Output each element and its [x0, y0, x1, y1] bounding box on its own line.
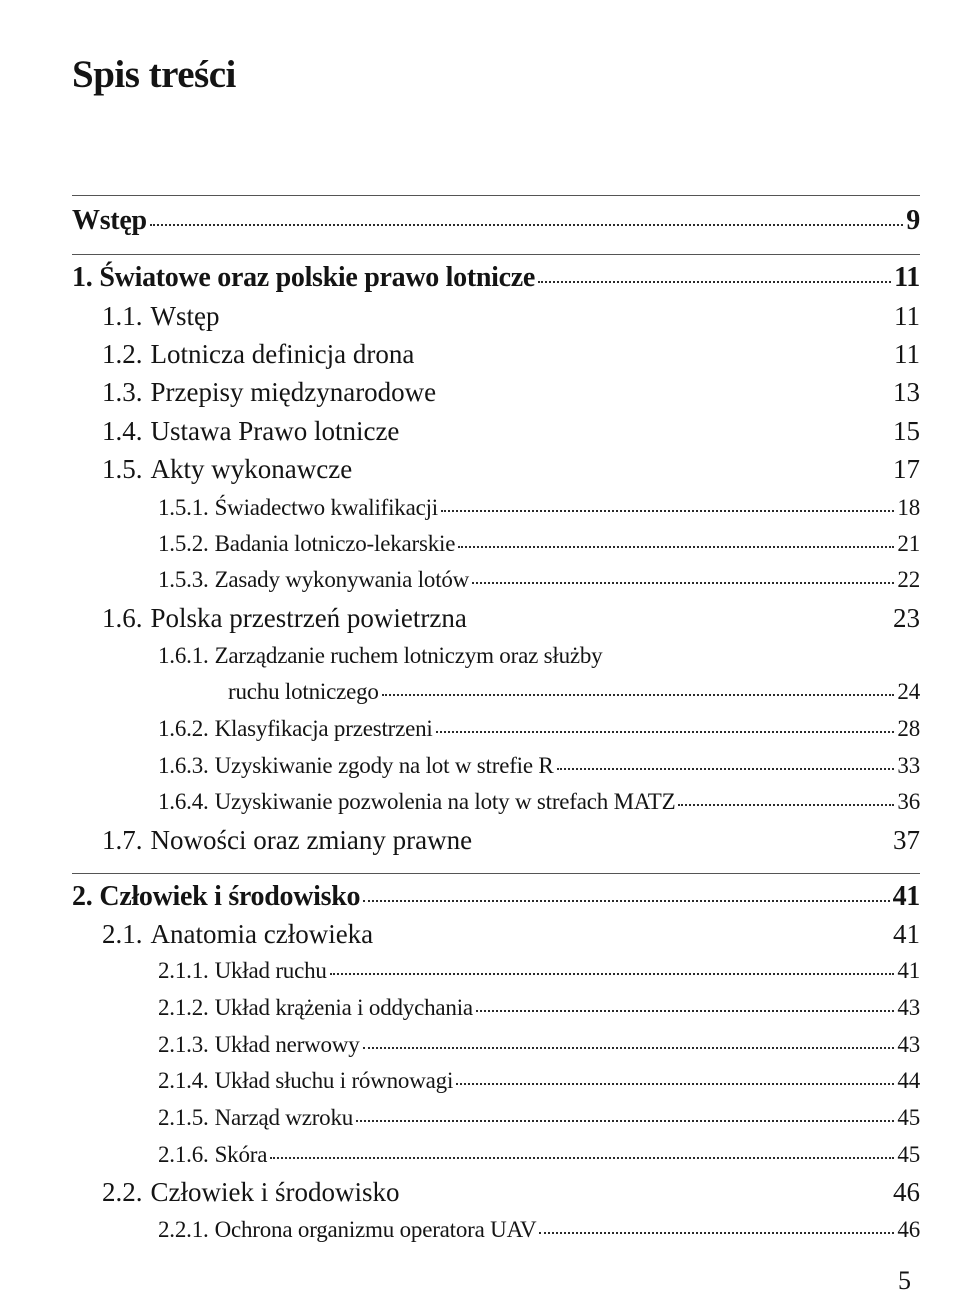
toc-entry-page: 9 [906, 205, 920, 236]
toc-entry-text: Skóra [214, 1142, 268, 1167]
toc-entry-text: Uzyskiwanie pozwolenia na loty w strefach MATZ [214, 789, 676, 814]
toc-entry-number: 1.6.1. [158, 643, 209, 668]
toc-entry-text: Akty wykonawcze [150, 454, 353, 484]
dot-leader [538, 281, 891, 283]
toc-entry-number: 2.1.5. [158, 1105, 209, 1130]
toc-entry-number: 1.6.3. [158, 753, 209, 778]
toc-entry-text: Układ ruchu [214, 958, 327, 983]
toc-entry-section-1-6[interactable] [102, 603, 920, 634]
toc-entry-text: Uzyskiwanie zgody na lot w strefie R [214, 753, 554, 778]
toc-entry-number: 2.1.2. [158, 995, 209, 1020]
toc-entry-number: 1.6.2. [158, 716, 209, 741]
toc-entry-text: Nowości oraz zmiany prawne [150, 825, 473, 855]
toc-entry-page: 43 [897, 995, 920, 1020]
toc-entry-subsection-2-1-2[interactable] [158, 995, 920, 1021]
toc-entry-chapter-2[interactable] [72, 881, 920, 913]
toc-entry-subsection-1-5-3[interactable] [158, 567, 920, 593]
dot-leader [458, 546, 894, 548]
toc-entry-text: Narząd wzroku [214, 1105, 354, 1130]
toc-entry-text: Człowiek i środowisko [99, 881, 361, 912]
dot-leader [456, 1083, 894, 1085]
dot-leader [539, 1232, 894, 1234]
toc-entry-section-2-1[interactable] [102, 919, 920, 950]
toc-entry-text: Światowe oraz polskie prawo lotnicze [99, 262, 535, 293]
toc-entry-number: 2.1.1. [158, 958, 209, 983]
toc-entry-page: 41 [897, 958, 920, 983]
dot-leader [363, 900, 889, 902]
toc-entry-number: 1.5.1. [158, 495, 209, 520]
toc-entry-page: 46 [897, 1217, 920, 1242]
toc-entry-number: 1. [72, 262, 93, 293]
toc-entry-text: Świadectwo kwalifikacji [214, 495, 438, 520]
toc-entry-text: Klasyfikacja przestrzeni [214, 716, 433, 741]
toc-entry-page: 11 [894, 262, 920, 293]
toc-entry-number: 1.4. [102, 416, 143, 446]
toc-entry-text: Lotnicza definicja drona [150, 339, 415, 369]
dot-leader [476, 1010, 894, 1012]
toc-entry-text: Ustawa Prawo lotnicze [150, 416, 400, 446]
toc-entry-subsection-2-2-1[interactable] [158, 1217, 920, 1243]
section-divider [72, 873, 920, 874]
toc-entry-number: 1.1. [102, 301, 143, 331]
toc-entry-page: 45 [897, 1142, 920, 1167]
toc-entry-subsection-2-1-6[interactable] [158, 1142, 920, 1168]
toc-entry-chapter-1[interactable] [72, 262, 920, 294]
toc-entry-text: Anatomia człowieka [150, 919, 374, 949]
dot-leader [678, 804, 894, 806]
toc-entry-page: 37 [893, 825, 920, 855]
page-number: 5 [898, 1266, 911, 1295]
toc-entry-section-1-2[interactable] [102, 339, 920, 370]
toc-entry-subsection-1-6-2[interactable] [158, 716, 920, 742]
dot-leader [382, 694, 895, 696]
toc-entry-number: 2.2. [102, 1177, 143, 1207]
toc-entry-number: 1.5.3. [158, 567, 209, 592]
toc-entry-page: 46 [893, 1177, 920, 1207]
toc-entry-number: 1.6.4. [158, 789, 209, 814]
toc-entry-section-1-3[interactable] [102, 377, 920, 408]
toc-entry-subsection-2-1-5[interactable] [158, 1105, 920, 1131]
toc-entry-page: 21 [897, 531, 920, 556]
toc-entry-page: 17 [893, 454, 920, 484]
toc-entry-page: 22 [897, 567, 920, 592]
toc-entry-page: 41 [892, 881, 920, 912]
section-divider [72, 254, 920, 255]
dot-leader [472, 582, 894, 584]
dot-leader [363, 1047, 895, 1049]
toc-entry-number: 2. [72, 881, 93, 912]
toc-entry-text: Przepisy międzynarodowe [150, 377, 437, 407]
toc-entry-number: 1.5. [102, 454, 143, 484]
toc-entry-subsection-1-5-2[interactable] [158, 531, 920, 557]
toc-entry-page: 24 [897, 679, 920, 704]
section-divider [72, 195, 920, 196]
toc-entry-page: 13 [893, 377, 920, 407]
toc-entry-number: 2.1.4. [158, 1068, 209, 1093]
toc-entry-number: 1.7. [102, 825, 143, 855]
toc-entry-page: 41 [893, 919, 920, 949]
toc-entry-number: 2.1.3. [158, 1032, 209, 1057]
dot-leader [150, 224, 904, 226]
toc-entry-number: 2.1.6. [158, 1142, 209, 1167]
toc-entry-subsection-2-1-3[interactable] [158, 1032, 920, 1058]
dot-leader [436, 731, 895, 733]
toc-entry-subsection-2-1-1[interactable] [158, 958, 920, 984]
toc-entry-section-1-5[interactable] [102, 454, 920, 485]
toc-entry-page: 11 [894, 339, 920, 369]
toc-entry-text-continued: ruchu lotniczego [228, 679, 379, 704]
toc-entry-text: Zarządzanie ruchem lotniczym oraz służby [214, 643, 603, 668]
toc-entry-text: Wstęp [72, 205, 147, 236]
toc-entry-page: 11 [894, 301, 920, 331]
dot-leader [270, 1157, 894, 1159]
toc-entry-text: Układ słuchu i równowagi [214, 1068, 454, 1093]
toc-entry-subsection-1-6-1-continued[interactable] [228, 679, 920, 705]
toc-entry-section-1-1[interactable] [102, 301, 920, 332]
toc-entry-text: Człowiek i środowisko [150, 1177, 400, 1207]
toc-entry-number: 1.3. [102, 377, 143, 407]
toc-entry-subsection-1-6-1[interactable] [158, 643, 602, 669]
toc-entry-subsection-1-6-4[interactable] [158, 789, 920, 815]
toc-entry-page: 33 [897, 753, 920, 778]
toc-entry-page: 23 [893, 603, 920, 633]
toc-entry-subsection-1-6-3[interactable] [158, 753, 920, 779]
toc-entry-page: 36 [897, 789, 920, 814]
dot-leader [557, 768, 895, 770]
toc-entry-page: 18 [897, 495, 920, 520]
toc-entry-number: 2.2.1. [158, 1217, 209, 1242]
toc-entry-text: Ochrona organizmu operatora UAV [214, 1217, 537, 1242]
toc-entry-subsection-2-1-4[interactable] [158, 1068, 920, 1094]
dot-leader [356, 1120, 894, 1122]
toc-entry-number: 1.5.2. [158, 531, 209, 556]
dot-leader [330, 973, 895, 975]
toc-entry-page: 15 [893, 416, 920, 446]
toc-entry-text: Układ nerwowy [214, 1032, 360, 1057]
toc-entry-subsection-1-5-1[interactable] [158, 495, 920, 521]
toc-entry-page: 45 [897, 1105, 920, 1130]
toc-entry-section-2-2[interactable] [102, 1177, 920, 1208]
toc-entry-text: Badania lotniczo-lekarskie [214, 531, 456, 556]
toc-entry-wstep[interactable] [72, 205, 920, 237]
toc-entry-number: 2.1. [102, 919, 143, 949]
toc-entry-page: 44 [897, 1068, 920, 1093]
toc-entry-section-1-4[interactable] [102, 416, 920, 447]
toc-entry-number: 1.2. [102, 339, 143, 369]
toc-entry-text: Układ krążenia i oddychania [214, 995, 473, 1020]
toc-entry-text: Zasady wykonywania lotów [214, 567, 470, 592]
toc-entry-page: 28 [897, 716, 920, 741]
toc-entry-text: Wstęp [150, 301, 220, 331]
toc-entry-section-1-7[interactable] [102, 825, 920, 856]
dot-leader [441, 510, 894, 512]
toc-entry-page: 43 [897, 1032, 920, 1057]
toc-entry-text: Polska przestrzeń powietrzna [150, 603, 467, 633]
toc-entry-number: 1.6. [102, 603, 143, 633]
page-title: Spis treści [72, 53, 236, 96]
